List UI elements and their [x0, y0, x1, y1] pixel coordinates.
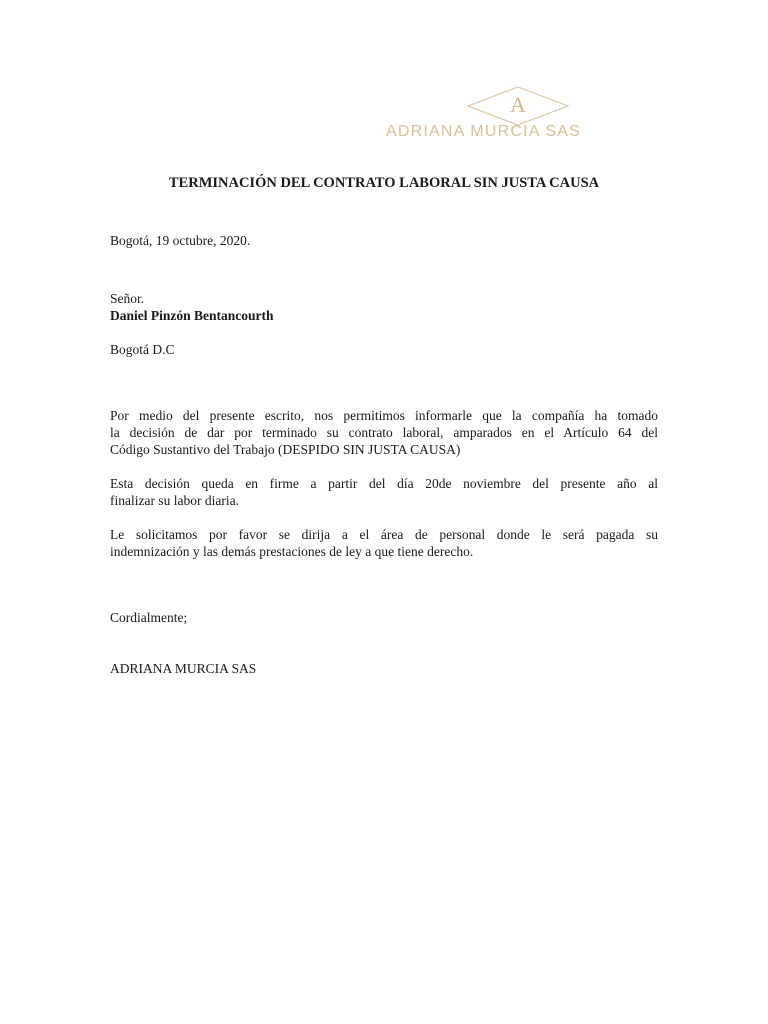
closing: Cordialmente; [110, 610, 188, 625]
paragraph-instructions [110, 526, 658, 560]
salutation: Señor. [110, 291, 145, 306]
logo-letter: A [510, 92, 526, 117]
paragraph-line: Esta decisión queda en firme a partir del día 20de noviembre del presente año al [110, 476, 658, 491]
company-logo [380, 84, 650, 144]
letter-title: TERMINACIÓN DEL CONTRATO LABORAL SIN JUSTA CAUSA [168, 175, 600, 191]
paragraph-line: finalizar su labor diaria. [110, 493, 239, 508]
paragraph-line: la decisión de dar por terminado su contrato laboral, amparados en el Artículo 64 del [110, 425, 658, 440]
paragraph-termination-notice [110, 407, 658, 458]
signature: ADRIANA MURCIA SAS [110, 661, 257, 676]
recipient-city: Bogotá D.C [110, 342, 175, 357]
date-line: Bogotá, 19 octubre, 2020. [110, 233, 251, 248]
paragraph-line: Por medio del presente escrito, nos permitimos informarle que la compañía ha tomado [110, 408, 658, 423]
paragraph-effective-date [110, 475, 658, 509]
paragraph-line: Le solicitamos por favor se dirija a el área de personal donde le será pagada su [110, 527, 658, 542]
recipient-name: Daniel Pinzón Bentancourth [110, 308, 274, 323]
paragraph-line: Código Sustantivo del Trabajo (DESPIDO SIN JUSTA CAUSA) [110, 442, 461, 457]
paragraph-line: indemnización y las demás prestaciones de ley a que tiene derecho. [110, 544, 474, 559]
logo-company-name: ADRIANA MURCIA SAS [386, 123, 581, 140]
